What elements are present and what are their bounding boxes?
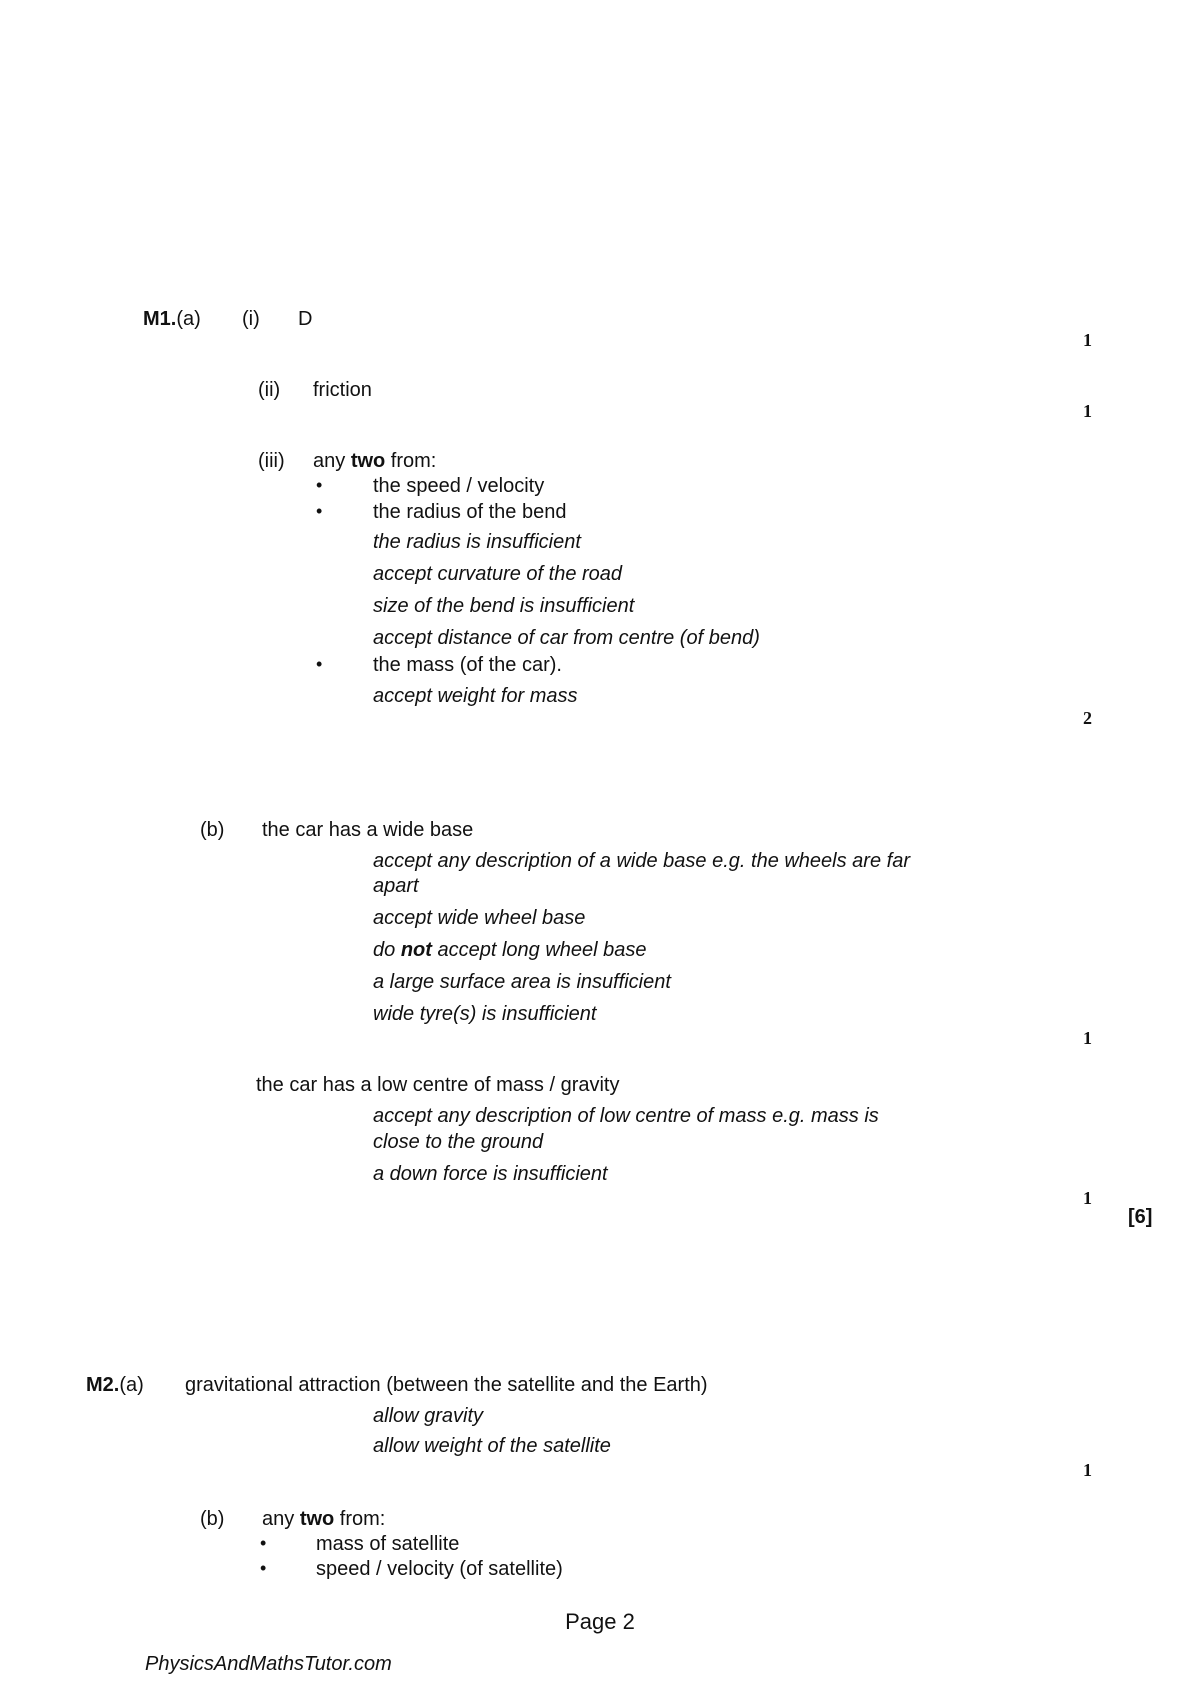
bullet-icon: •: [316, 475, 323, 495]
page-number: Page 2: [565, 1609, 635, 1634]
part-a-i-number: (i): [242, 308, 260, 330]
note-radius-insufficient: the radius is insufficient: [373, 531, 581, 553]
part-a-iii-intro: any two from:: [313, 450, 437, 472]
note-distance-centre: accept distance of car from centre (of bend): [373, 627, 760, 649]
mark-m2-a: 1: [1083, 1460, 1092, 1480]
note-surface-area: a large surface area is insufficient: [373, 971, 671, 993]
part-a-i-answer: D: [298, 308, 313, 330]
mark-a-iii: 2: [1083, 708, 1092, 728]
bullet-icon: •: [316, 654, 323, 674]
part-b-answer-low-centre: the car has a low centre of mass / gravity: [256, 1074, 620, 1096]
point-mass: the mass (of the car).: [373, 654, 562, 676]
bullet-icon: •: [260, 1533, 267, 1553]
note-down-force: a down force is insufficient: [373, 1163, 608, 1185]
part-b-answer-wide-base: the car has a wide base: [262, 819, 474, 841]
note-long-wheel-base: do not accept long wheel base: [373, 939, 647, 961]
mark-a-i: 1: [1083, 330, 1092, 350]
note-curvature: accept curvature of the road: [373, 563, 623, 585]
bullet-icon: •: [260, 1558, 267, 1578]
total-marks-m1: [6]: [1128, 1206, 1153, 1228]
note-allow-gravity: allow gravity: [373, 1405, 484, 1427]
part-b-number: (b): [200, 819, 225, 841]
part-a-iii-number: (iii): [258, 450, 285, 472]
note-wide-base-desc: accept any description of a wide base e.g. the wheels are far: [373, 850, 910, 872]
note-wide-base-desc-cont: apart: [373, 875, 419, 897]
question-m1-label: M1.(a): [143, 308, 201, 330]
note-wide-tyres: wide tyre(s) is insufficient: [373, 1003, 597, 1025]
note-allow-weight: allow weight of the satellite: [373, 1435, 611, 1457]
note-low-centre-desc: accept any description of low centre of mass e.g. mass is: [373, 1105, 879, 1127]
m2-b-number: (b): [200, 1508, 225, 1530]
mark-b-2: 1: [1083, 1188, 1092, 1208]
bullet-icon: •: [316, 501, 323, 521]
footer-site: PhysicsAndMathsTutor.com: [145, 1653, 392, 1675]
mark-a-ii: 1: [1083, 401, 1092, 421]
m2-point-mass: mass of satellite: [316, 1533, 460, 1555]
note-low-centre-desc-cont: close to the ground: [373, 1131, 544, 1153]
mark-b-1: 1: [1083, 1028, 1092, 1048]
part-a-ii-number: (ii): [258, 379, 281, 401]
m2-b-intro: any two from:: [262, 1508, 386, 1530]
note-size-of-bend: size of the bend is insufficient: [373, 595, 635, 617]
part-a-ii-answer: friction: [313, 379, 372, 401]
point-radius: the radius of the bend: [373, 501, 567, 523]
note-weight-for-mass: accept weight for mass: [373, 685, 578, 707]
point-speed: the speed / velocity: [373, 475, 545, 497]
m2-a-answer: gravitational attraction (between the satellite and the Earth): [185, 1374, 708, 1396]
m2-point-speed: speed / velocity (of satellite): [316, 1558, 563, 1580]
note-wide-wheel-base: accept wide wheel base: [373, 907, 586, 929]
question-m2-label: M2.(a): [86, 1374, 144, 1396]
